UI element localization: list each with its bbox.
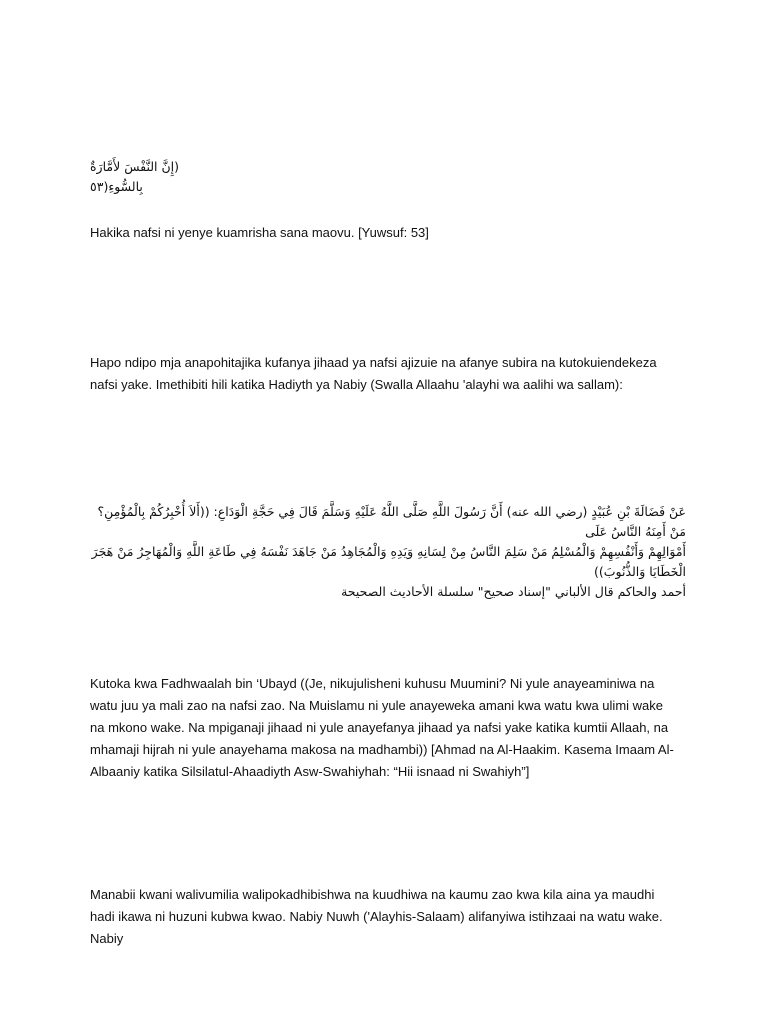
quran-verse-translation: Hakika nafsi ni yenye kuamrisha sana maovu. [Yuwsuf: 53] bbox=[90, 225, 429, 240]
hadith-arabic-line-1: عَنْ فَضَالَةَ بْنِ عُبَيْدٍ (رضي الله عنه) أَنَّ رَسُولَ اللَّهِ صَلَّى اللَّهُ عَلَيْهِ وَسَلَّمَ قَالَ فِي حَجَّةِ الْوَدَاعِ: ((أَلاَ أُخْبِرُكُمْ بِالْمُؤْمِنِ؟ مَنْ أَمِنَهُ النَّاسُ عَلَى bbox=[97, 504, 686, 539]
hadith-translation: Kutoka kwa Fadhwaalah bin ‘Ubayd ((Je, nikujulisheni kuhusu Muumini? Ni yule anayeaminiwa na watu juu ya mali zao na nafsi zao. Na Muislamu ni yule anayeweka amani kwa watu kwa ulimi wake na mkono wake. Na mpiganaji jihaad ni yule anayefanya jihaad ya nafsi yake katika kumtii Allaah, na mhamaji hijrah ni yule anayehama makosa na madhambi)) [Ahmad na Al-Haakim. Kasema Imaam Al-Albaaniy katika Silsilatul-Ahaadiyth Asw-Swahiyhah: “Hii isnaad ni Swahiyh”] bbox=[90, 676, 674, 779]
intro-paragraph: Hapo ndipo mja anapohitajika kufanya jihaad ya nafsi ajizuie na afanye subira na kutokuiendekeza nafsi yake. Imethibiti hili katika Hadiyth ya Nabiy (Swalla Allaahu 'alayhi wa aalihi wa sallam): bbox=[90, 355, 657, 392]
hadith-arabic-source: أحمد والحاكم قال الألباني "إسناد صحيح" سلسلة الأحاديث الصحيحة bbox=[341, 584, 686, 599]
hadith-arabic bbox=[90, 502, 686, 602]
quran-verse-arabic: (إِنَّ النَّفْسَ لأَمَّارَةٌ بِالسُّوءِ(٥٣ bbox=[90, 159, 180, 194]
hadith-arabic-line-2: أَمْوَالِهِمْ وَأَنْفُسِهِمْ وَالْمُسْلِمُ مَنْ سَلِمَ النَّاسُ مِنْ لِسَانِهِ وَيَدِهِ وَالْمُجَاهِدُ مَنْ جَاهَدَ نَفْسَهُ فِي طَاعَةِ اللَّهِ وَالْمُهَاجِرُ مَنْ هَجَرَ الْخَطَايَا وَالذُّنُوبَ)) bbox=[91, 544, 686, 579]
closing-paragraph: Manabii kwani walivumilia walipokadhibishwa na kuudhiwa na kaumu zao kwa kila aina ya maudhi hadi ikawa ni huzuni kubwa kwao. Nabiy Nuwh ('Alayhis-Salaam) alifanyiwa istihzaai na watu wake. Nabiy bbox=[90, 887, 663, 946]
